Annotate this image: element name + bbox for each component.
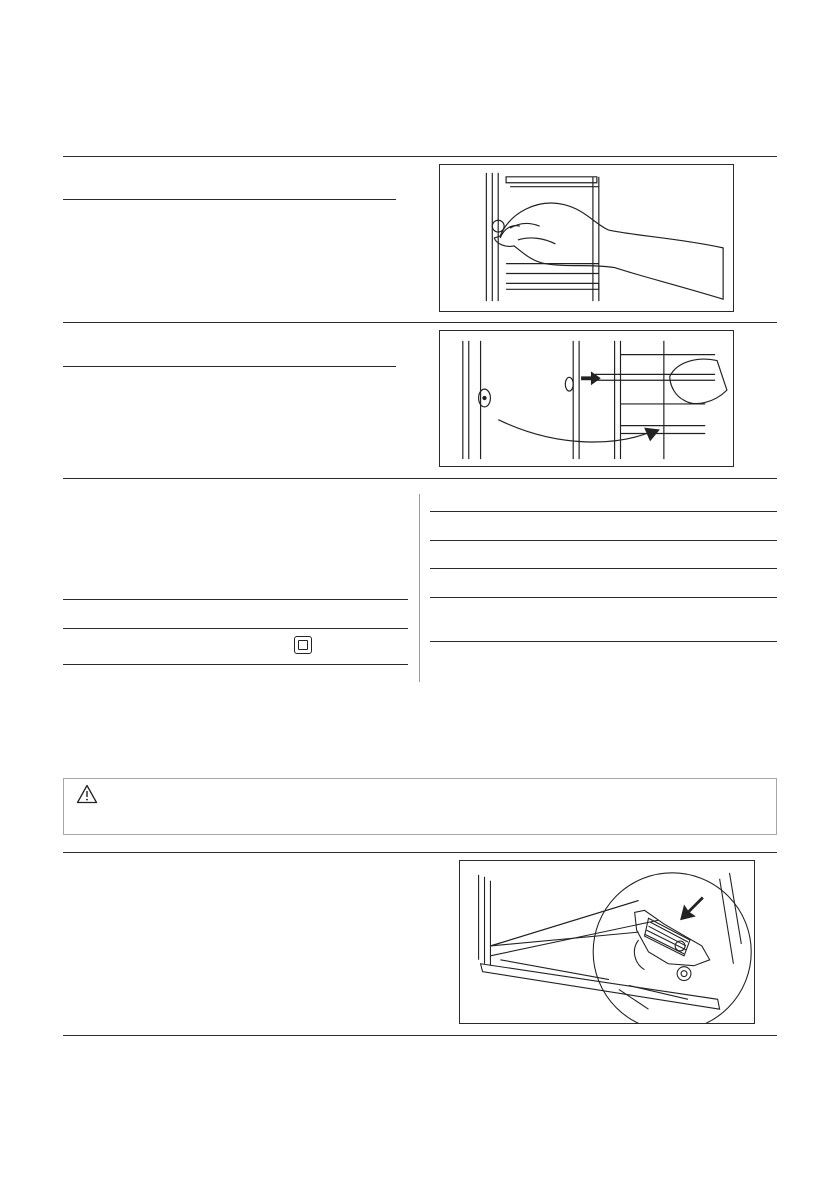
column-divider [419, 494, 420, 682]
right-table-rule-2 [430, 540, 777, 541]
warning-box [63, 778, 777, 835]
step-rule-1 [63, 199, 396, 200]
left-table-rule-mid [63, 628, 408, 629]
door-hinge-lever-illustration [459, 860, 755, 1024]
oven-shelf-support-drawing [440, 165, 733, 311]
left-table-rule-top [63, 599, 408, 600]
shelf-support-install-arrow-illustration [439, 330, 734, 467]
oven-key-icon [294, 636, 312, 654]
section-rule-5 [63, 1035, 777, 1036]
section-rule-1 [63, 156, 777, 157]
right-table-rule-1 [430, 511, 777, 512]
right-table-rule-5 [430, 641, 777, 642]
right-table-rule-3 [430, 568, 777, 569]
warning-triangle-icon [76, 784, 98, 804]
oven-shelf-install-drawing [440, 331, 733, 466]
door-hinge-drawing [460, 861, 754, 1023]
hand-pulling-shelf-support-illustration [439, 164, 734, 312]
section-rule-2 [63, 322, 777, 323]
section-rule-4 [63, 852, 777, 853]
section-rule-3 [63, 478, 777, 479]
step-rule-2 [63, 366, 396, 367]
left-table-rule-bottom [63, 664, 408, 665]
right-table-rule-4 [430, 597, 777, 598]
